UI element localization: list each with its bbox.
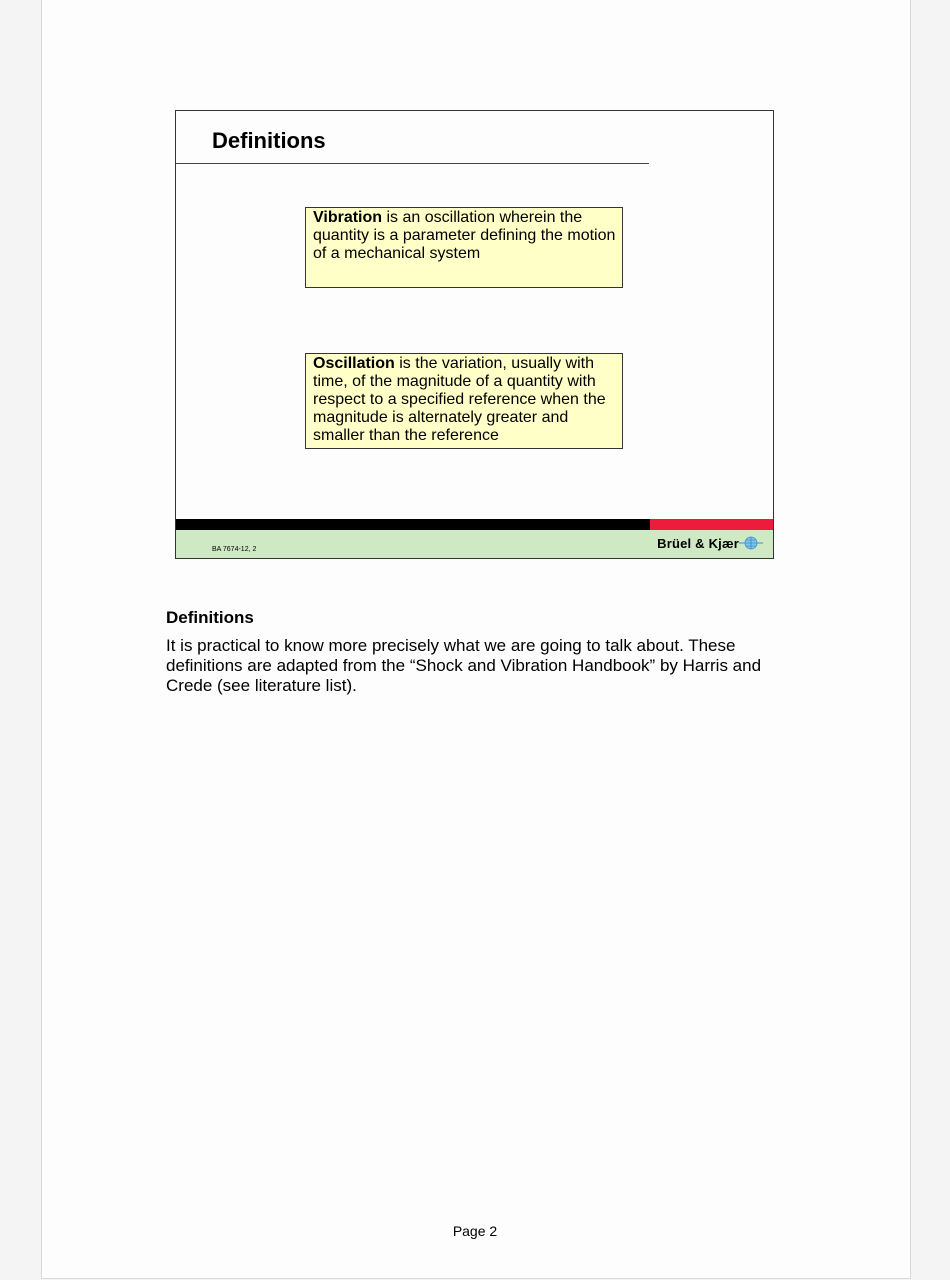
footer-bar-red (650, 519, 773, 530)
definition-box-vibration (305, 207, 623, 288)
notes-heading: Definitions (166, 608, 254, 627)
title-divider (176, 163, 649, 164)
slide-reference-code: BA 7674-12, 2 (212, 546, 257, 553)
notes-body: It is practical to know more precisely what we are going to talk about. These definitions are adapted from the “Shock and Vibration Handbook” by Harris and Crede (see literature list). (166, 636, 762, 695)
definition-term: Oscillation (313, 355, 395, 372)
brand-name: Brüel & Kjær (657, 536, 739, 551)
footer-bar-black (176, 519, 650, 530)
slide-footer (176, 530, 773, 558)
brand-globe-icon (739, 536, 763, 550)
definition-text: is an oscillation wherein the quantity is a parameter defining the motion of a mechanical system (313, 209, 616, 262)
definition-term: Vibration (313, 209, 383, 226)
definition-text: is the variation, usually with time, of the magnitude of a quantity with respect to a specified reference when the magnitude is alternately greater and smaller than the reference (313, 355, 606, 444)
page-number: Page 2 (452, 1223, 498, 1239)
slide (175, 110, 774, 559)
slide-title: Definitions (212, 128, 326, 153)
definition-box-oscillation (305, 353, 623, 449)
